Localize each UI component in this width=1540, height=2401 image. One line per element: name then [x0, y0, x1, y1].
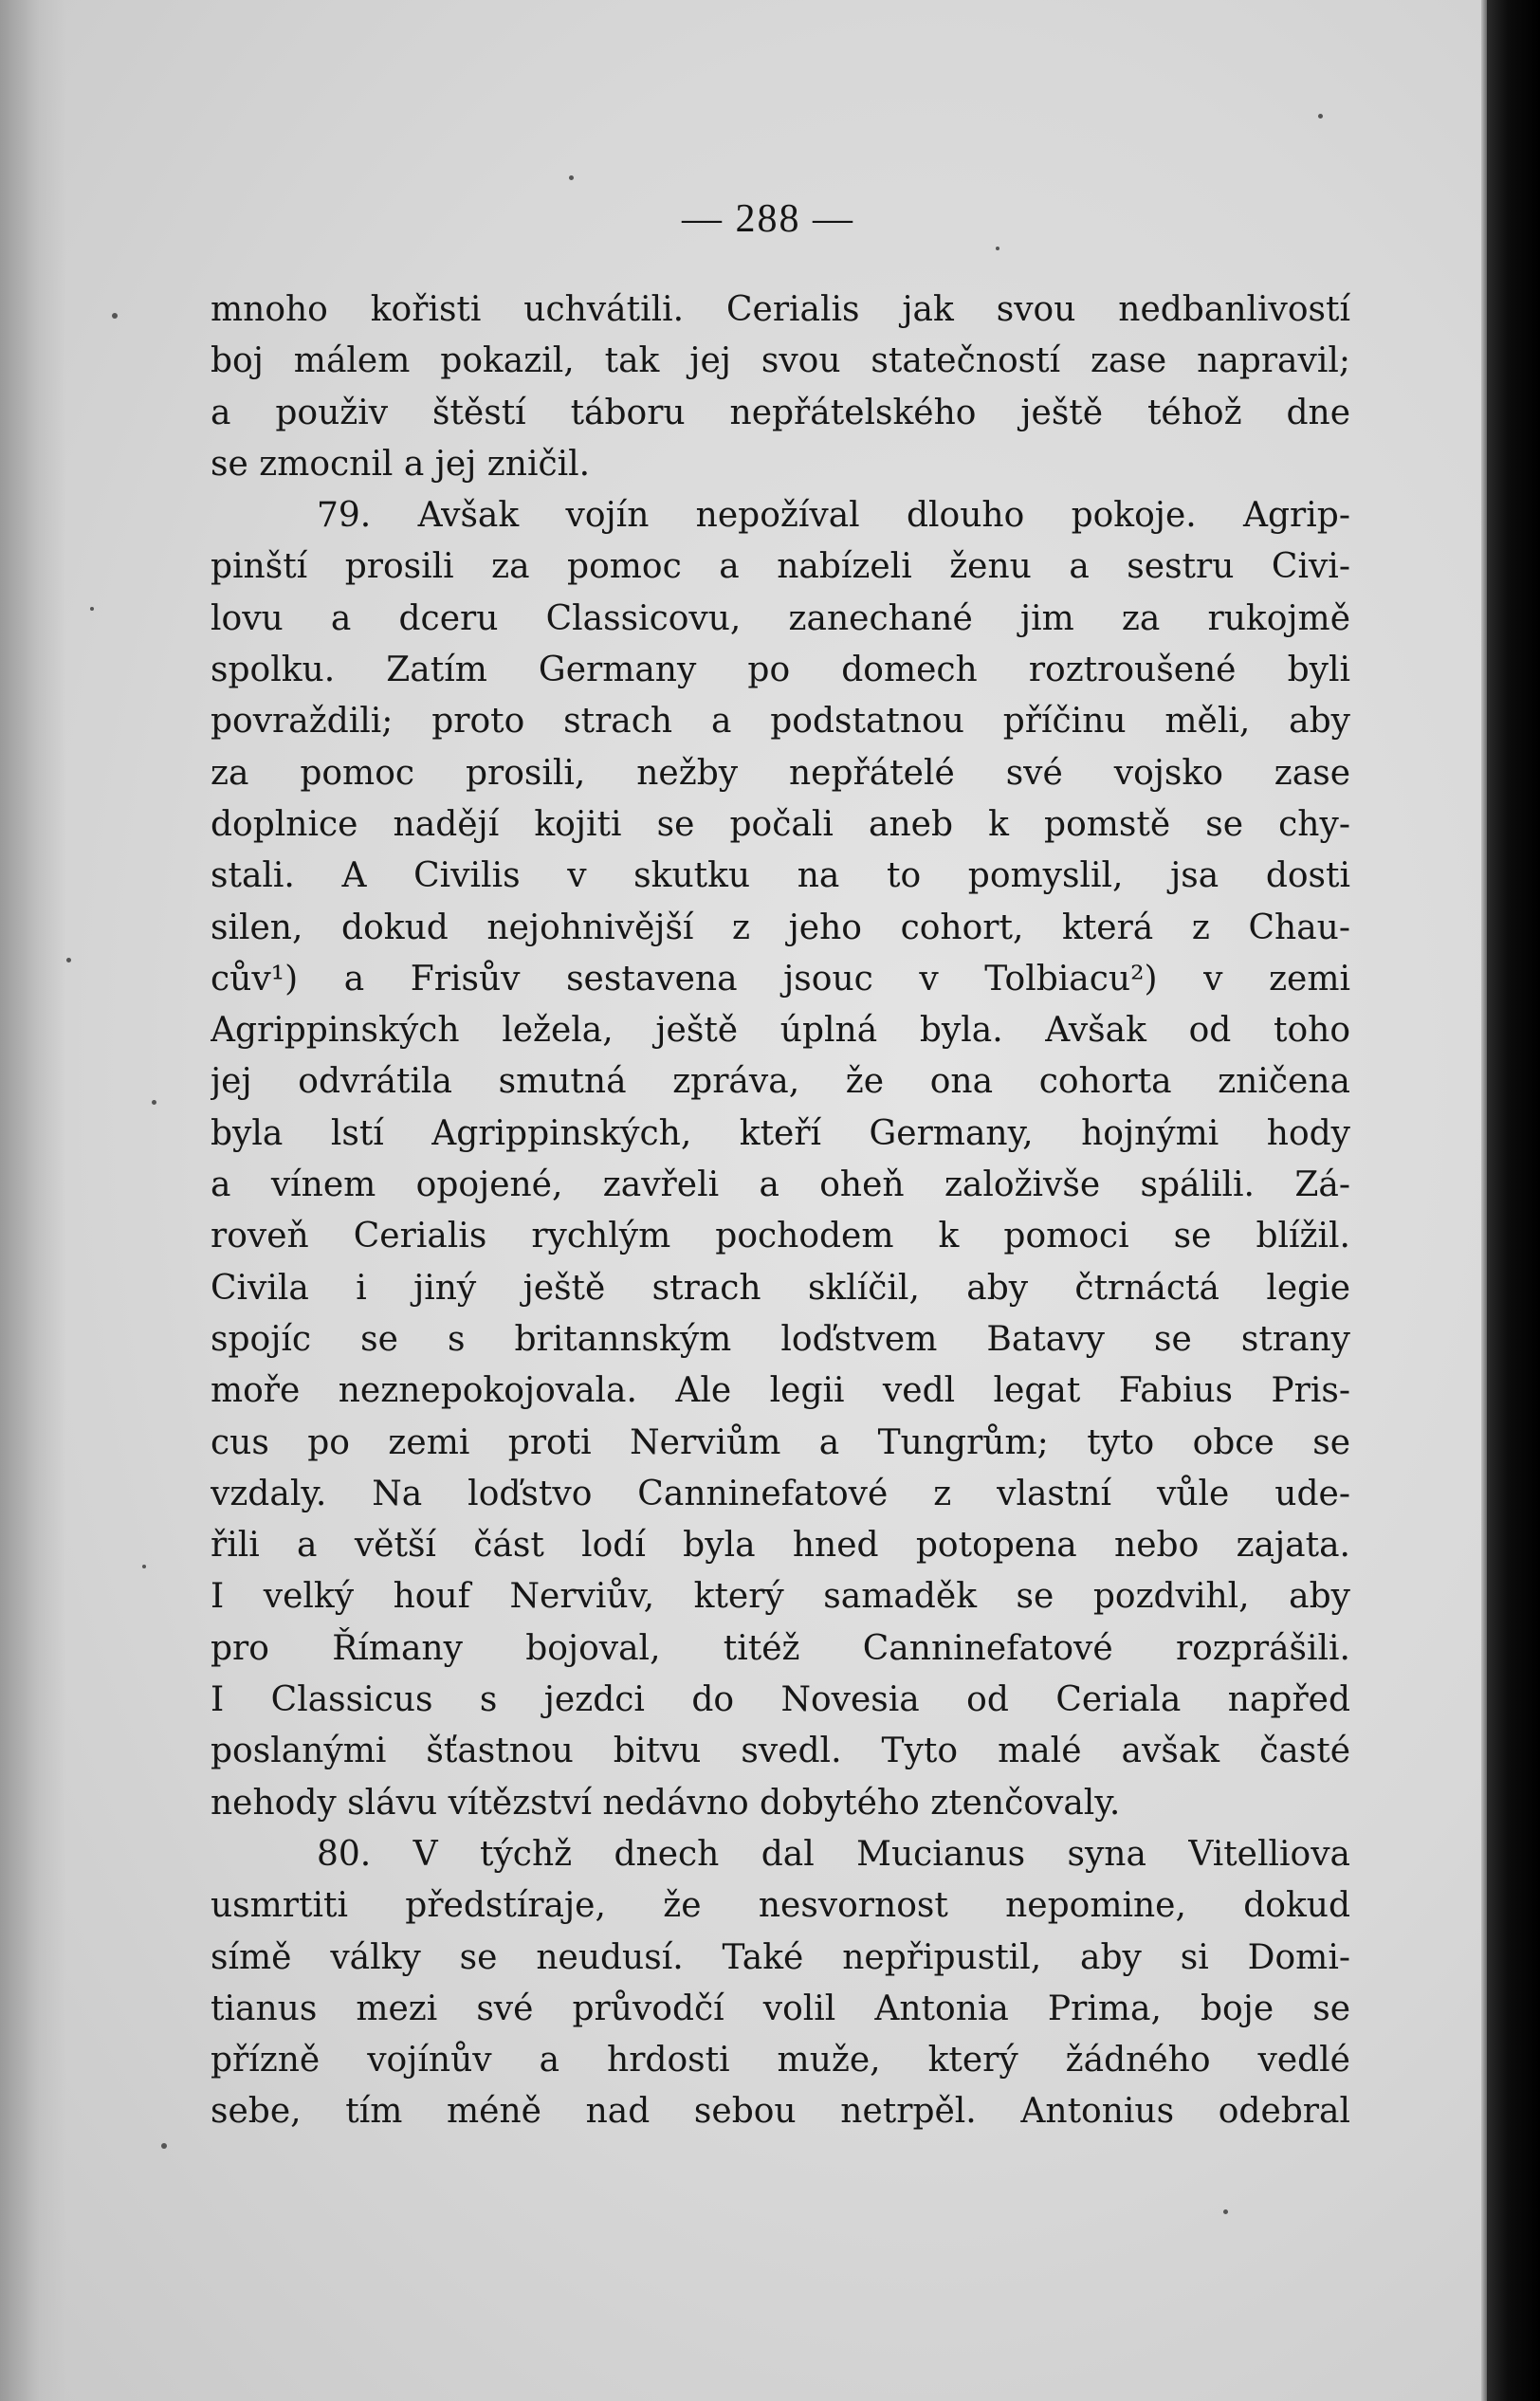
body-text: [211, 284, 1350, 2138]
dust-speck: [161, 2143, 167, 2149]
dust-speck: [66, 958, 71, 962]
text-line: lovu a dceru Classicovu, zanechané jim za rukojmě: [211, 598, 1350, 638]
text-line: cus po zemi proti Nerviům a Tungrům; tyto obce se: [211, 1422, 1350, 1462]
dust-speck: [90, 607, 94, 611]
dust-speck: [569, 175, 574, 180]
text-line: I Classicus s jezdci do Novesia od Ceriala napřed: [211, 1680, 1350, 1720]
text-line: poslanými šťastnou bitvu svedl. Tyto malé avšak časté: [211, 1732, 1350, 1771]
text-line: doplnice nadějí kojiti se počali aneb k pomstě se chy-: [211, 804, 1350, 844]
text-line: a vínem opojené, zavřeli a oheň založivše spálili. Zá-: [211, 1165, 1350, 1205]
text-line: stali. A Civilis v skutku na to pomyslil, jsa dosti: [211, 856, 1350, 896]
text-line: a použiv štěstí táboru nepřátelského ještě téhož dne: [211, 393, 1350, 432]
text-line: roveň Cerialis rychlým pochodem k pomoci se blížil.: [211, 1217, 1350, 1256]
text-line: I velký houf Nerviův, který samaděk se pozdvihl, aby: [211, 1577, 1350, 1617]
text-line: vzdaly. Na loďstvo Canninefatové z vlastní vůle ude-: [211, 1474, 1350, 1513]
text-line: boj málem pokazil, tak jej svou statečností zase napravil;: [211, 341, 1350, 381]
dust-speck: [1223, 2209, 1228, 2214]
text-line: za pomoc prosili, nežby nepřátelé své vojsko zase: [211, 753, 1350, 793]
text-line: byla lstí Agrippinských, kteří Germany, hojnými hody: [211, 1113, 1350, 1153]
text-line: jej odvrátila smutná zpráva, že ona cohorta zničena: [211, 1062, 1350, 1102]
text-line: moře neznepokojovala. Ale legii vedl legat Fabius Pris-: [211, 1371, 1350, 1411]
text-line: spolku. Zatím Germany po domech roztroušené byli: [211, 651, 1350, 690]
page-right-edge: [1487, 0, 1540, 2401]
text-line: pinští prosili za pomoc a nabízeli ženu a sestru Civi-: [211, 547, 1350, 587]
text-line: sebe, tím méně nad sebou netrpěl. Antonius odebral: [211, 2092, 1350, 2132]
text-line: nehody slávu vítězství nedávno dobytého ztenčovaly.: [211, 1783, 1121, 1823]
dust-speck: [142, 1565, 146, 1568]
page-number: — 288 —: [682, 197, 854, 241]
text-line: pro Římany bojoval, titéž Canninefatové rozprášili.: [211, 1628, 1350, 1668]
paragraph-79-start: 79. Avšak vojín nepožíval dlouho pokoje. Agrip-: [317, 496, 1350, 536]
paragraph-80-start: 80. V týchž dnech dal Mucianus syna Vitelliova: [317, 1834, 1350, 1874]
dust-speck: [1318, 114, 1323, 119]
text-line: povraždili; proto strach a podstatnou příčinu měli, aby: [211, 702, 1350, 742]
dust-speck: [112, 313, 118, 319]
text-line: Civila i jiný ještě strach sklíčil, aby čtrnáctá legie: [211, 1268, 1350, 1308]
text-line: přízně vojínův a hrdosti muže, který žádného vedlé: [211, 2041, 1350, 2080]
text-line: spojíc se s britannským loďstvem Batavy se strany: [211, 1319, 1350, 1359]
dust-speck: [996, 247, 999, 250]
text-line: se zmocnil a jej zničil.: [211, 444, 591, 484]
text-line: silen, dokud nejohnivější z jeho cohort, která z Chau-: [211, 907, 1350, 947]
page-gutter-shadow: [0, 0, 66, 2401]
text-line: tianus mezi své průvodčí volil Antonia Prima, boje se: [211, 1989, 1350, 2028]
text-line: usmrtiti předstíraje, že nesvornost nepomine, dokud: [211, 1886, 1350, 1926]
text-line: Agrippinských ležela, ještě úplná byla. Avšak od toho: [211, 1011, 1350, 1051]
text-line: řili a větší část lodí byla hned potopena nebo zajata.: [211, 1526, 1350, 1566]
dust-speck: [152, 1100, 156, 1105]
text-line: mnoho kořisti uchvátili. Cerialis jak svou nedbanlivostí: [211, 290, 1350, 329]
text-line: cův¹) a Frisův sestavena jsouc v Tolbiacu²) v zemi: [211, 959, 1350, 999]
text-line: símě války se neudusí. Také nepřipustil, aby si Domi-: [211, 1937, 1350, 1977]
